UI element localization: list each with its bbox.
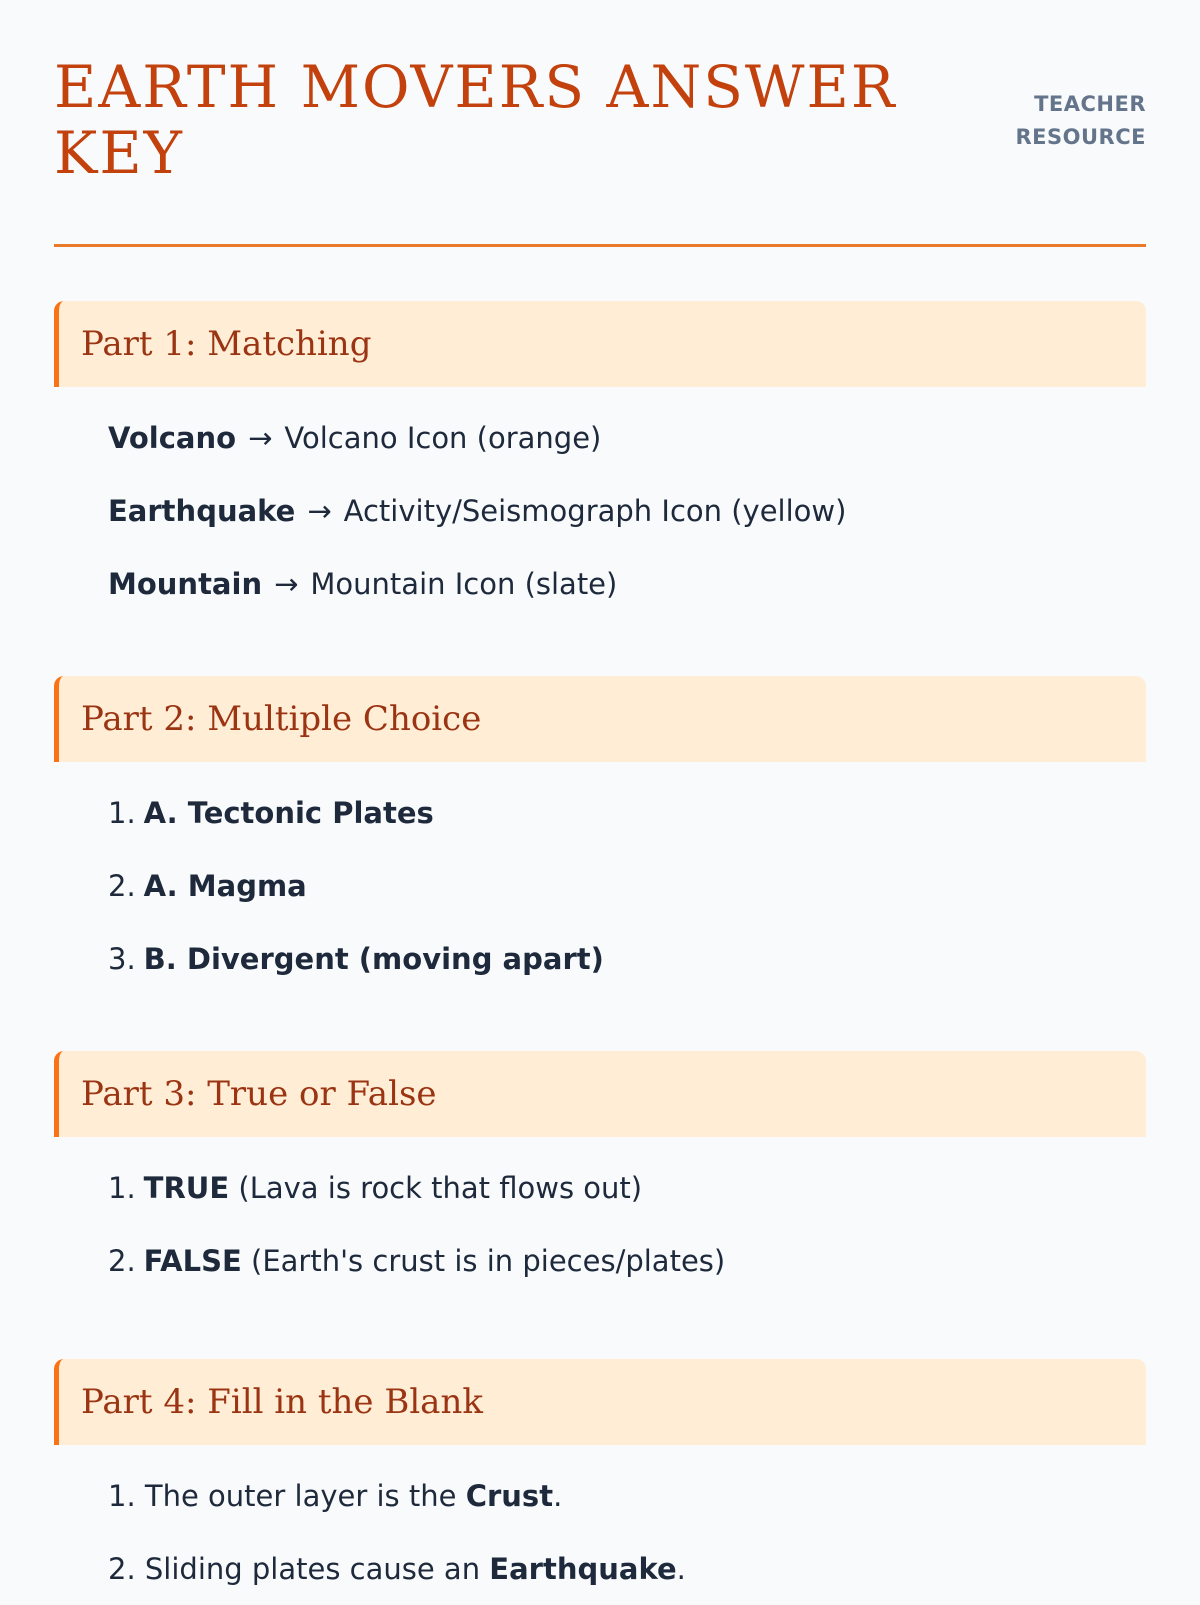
matching-term: Mountain [108,566,263,601]
list-item [108,1224,1146,1297]
item-number: 3. [108,941,136,976]
item-number: 2. [108,1551,136,1586]
list-item [108,1532,1146,1605]
item-number: 2. [108,868,136,903]
list-item [108,474,1146,547]
item-number: 2. [108,1243,136,1278]
section-part-2 [54,676,1146,995]
sentence-suffix: . [553,1478,563,1513]
answer-list [54,762,1146,995]
matching-answer: Mountain Icon (slate) [310,566,618,601]
answer-list [54,1445,1146,1605]
answer-list [54,1137,1146,1297]
list-item [108,1151,1146,1224]
section-header [54,301,1146,387]
item-number: 1. [108,1170,136,1205]
page-header [54,54,1146,247]
section-header [54,1051,1146,1137]
section-header [54,1359,1146,1445]
choice-answer: B. Divergent (moving apart) [143,941,604,976]
section-title: Part 2: Multiple Choice [81,699,482,739]
true-false-answer: TRUE [143,1170,230,1205]
arrow-icon: → [274,566,299,601]
sentence-prefix: The outer layer is the [135,1478,466,1513]
section-part-1 [54,301,1146,620]
answer-list [54,387,1146,620]
matching-term: Volcano [108,420,237,455]
page-title: EARTH MOVERS ANSWER KEY [54,53,897,187]
resource-badge [946,88,1146,154]
sentence-prefix: Sliding plates cause an [135,1551,490,1586]
arrow-icon: → [248,420,273,455]
matching-answer: Volcano Icon (orange) [284,420,602,455]
list-item [108,401,1146,474]
matching-answer: Activity/Seismograph Icon (yellow) [343,493,847,528]
sentence-suffix: . [676,1551,686,1586]
list-item [108,1459,1146,1532]
list-item [108,922,1146,995]
item-number: 1. [108,1478,136,1513]
section-header [54,676,1146,762]
matching-term: Earthquake [108,493,296,528]
answer-note: (Lava is rock that flows out) [229,1170,643,1205]
arrow-icon: → [307,493,332,528]
section-part-3 [54,1051,1146,1297]
true-false-answer: FALSE [143,1243,242,1278]
section-title: Part 3: True or False [81,1074,437,1114]
badge-line-1: TEACHER [1034,92,1146,116]
blank-answer: Crust [465,1478,554,1513]
item-number: 1. [108,795,136,830]
list-item [108,849,1146,922]
choice-answer: A. Tectonic Plates [143,795,434,830]
section-title: Part 4: Fill in the Blank [81,1382,483,1422]
list-item [108,547,1146,620]
badge-line-2: RESOURCE [1015,125,1146,149]
list-item [108,776,1146,849]
blank-answer: Earthquake [489,1551,677,1586]
choice-answer: A. Magma [143,868,307,903]
section-title: Part 1: Matching [81,324,372,364]
section-part-4 [54,1359,1146,1605]
answer-note: (Earth's crust is in pieces/plates) [241,1243,726,1278]
